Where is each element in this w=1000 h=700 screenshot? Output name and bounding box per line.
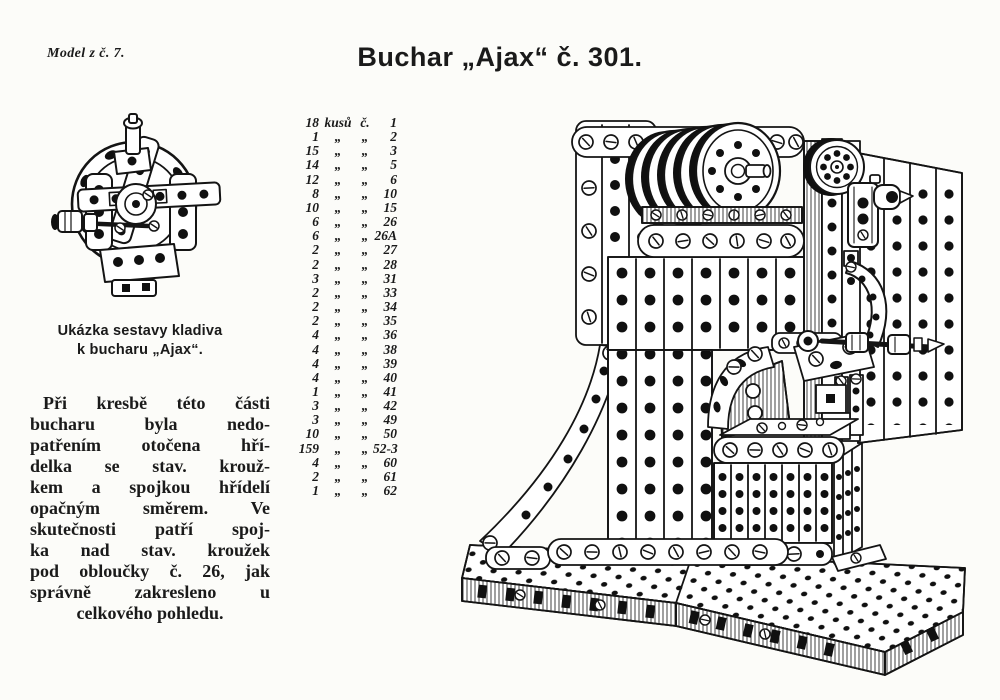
parts-row xyxy=(287,173,397,187)
parts-no-label: „ xyxy=(361,299,369,315)
parts-row xyxy=(287,272,397,286)
parts-row xyxy=(287,229,397,243)
parts-no-label: „ xyxy=(361,214,369,230)
parts-qty: 10 xyxy=(305,426,319,442)
parts-no-label: „ xyxy=(361,355,369,371)
errata-paragraph xyxy=(30,393,270,624)
parts-row xyxy=(287,427,397,441)
power-hammer-drawing xyxy=(450,95,980,695)
parts-no-label: „ xyxy=(361,327,369,343)
parts-qty: 12 xyxy=(305,171,319,187)
parts-part-number: 38 xyxy=(383,341,397,357)
parts-no-label: „ xyxy=(361,256,369,272)
parts-row xyxy=(287,470,397,484)
parts-row xyxy=(287,413,397,427)
parts-unit: „ xyxy=(334,270,342,286)
parts-part-number: 26 xyxy=(383,214,397,230)
parts-part-number: 42 xyxy=(383,398,397,414)
main-illustration xyxy=(450,95,980,695)
parts-qty: 8 xyxy=(312,185,319,201)
parts-qty: 2 xyxy=(312,299,319,315)
paragraph-line: celkového pohledu. xyxy=(76,603,224,623)
parts-part-number: 3 xyxy=(390,143,397,159)
parts-unit: „ xyxy=(334,171,342,187)
paragraph-line: opačným směrem. Ve xyxy=(30,498,270,518)
parts-qty: 2 xyxy=(312,284,319,300)
parts-no-label: „ xyxy=(361,468,369,484)
parts-row xyxy=(287,357,397,371)
parts-part-number: 52-3 xyxy=(373,440,398,456)
parts-part-number: 15 xyxy=(383,199,397,215)
parts-part-number: 34 xyxy=(383,299,397,315)
paragraph-line: ka nad stav. kroužek xyxy=(30,540,270,560)
parts-part-number: 10 xyxy=(383,185,397,201)
paragraph-line: bucharu byla nedo- xyxy=(30,414,270,434)
parts-qty: 3 xyxy=(312,270,319,286)
parts-qty: 4 xyxy=(312,327,319,343)
parts-row xyxy=(287,215,397,229)
parts-part-number: 2 xyxy=(390,129,397,145)
parts-part-number: 50 xyxy=(383,426,397,442)
parts-unit: „ xyxy=(334,228,342,244)
parts-row xyxy=(287,158,397,172)
parts-unit: „ xyxy=(334,327,342,343)
base-bracket xyxy=(100,244,179,296)
parts-row xyxy=(287,286,397,300)
parts-unit: „ xyxy=(334,242,342,258)
parts-no-label: „ xyxy=(361,313,369,329)
parts-qty: 1 xyxy=(312,383,319,399)
parts-part-number: 49 xyxy=(383,412,397,428)
parts-unit: „ xyxy=(334,440,342,456)
parts-qty: 2 xyxy=(312,256,319,272)
parts-qty: 2 xyxy=(312,313,319,329)
parts-no-label: „ xyxy=(361,242,369,258)
paragraph-line: kem a spojkou hřídelí xyxy=(30,477,270,497)
parts-unit: „ xyxy=(334,412,342,428)
parts-no-label: „ xyxy=(361,171,369,187)
parts-part-number: 60 xyxy=(383,454,397,470)
parts-row xyxy=(287,201,397,215)
support-curve xyxy=(480,344,622,555)
parts-list xyxy=(287,116,397,498)
parts-part-number: 35 xyxy=(383,313,397,329)
parts-no-label: „ xyxy=(361,426,369,442)
parts-part-number: 40 xyxy=(383,369,397,385)
parts-unit: „ xyxy=(334,383,342,399)
parts-row xyxy=(287,328,397,342)
parts-no-label: „ xyxy=(361,228,369,244)
parts-row xyxy=(287,456,397,470)
caption-line: k bucharu „Ajax“. xyxy=(77,342,203,358)
parts-part-number: 5 xyxy=(390,157,397,173)
parts-no-label: „ xyxy=(361,412,369,428)
parts-no-label: č. xyxy=(360,115,370,130)
parts-row xyxy=(287,116,397,130)
parts-no-label: „ xyxy=(361,483,369,499)
parts-part-number: 27 xyxy=(383,242,397,258)
parts-row xyxy=(287,300,397,314)
parts-row xyxy=(287,343,397,357)
parts-row xyxy=(287,314,397,328)
parts-unit: „ xyxy=(334,355,342,371)
parts-part-number: 36 xyxy=(383,327,397,343)
parts-qty: 159 xyxy=(298,440,319,456)
parts-row xyxy=(287,187,397,201)
parts-unit: „ xyxy=(334,129,342,145)
caption-line: Ukázka sestavy kladiva xyxy=(57,323,223,339)
parts-no-label: „ xyxy=(361,341,369,357)
parts-unit: „ xyxy=(334,313,342,329)
parts-row xyxy=(287,399,397,413)
parts-row xyxy=(287,442,397,456)
parts-unit: „ xyxy=(334,483,342,499)
mid-girder xyxy=(638,225,804,257)
parts-qty: 1 xyxy=(312,483,319,499)
parts-unit: „ xyxy=(334,256,342,272)
parts-part-number: 6 xyxy=(390,171,397,187)
parts-qty: 18 xyxy=(305,115,319,130)
parts-row xyxy=(287,144,397,158)
parts-unit: kusů xyxy=(324,115,352,130)
parts-unit: „ xyxy=(334,157,342,173)
parts-no-label: „ xyxy=(361,129,369,145)
parts-qty: 15 xyxy=(305,143,319,159)
parts-unit: „ xyxy=(334,143,342,159)
parts-qty: 4 xyxy=(312,355,319,371)
parts-part-number: 62 xyxy=(383,483,397,499)
parts-no-label: „ xyxy=(361,383,369,399)
page-title: Buchar „Ajax“ č. 301. xyxy=(357,42,643,72)
parts-unit: „ xyxy=(334,284,342,300)
parts-qty: 6 xyxy=(312,214,319,230)
parts-qty: 2 xyxy=(312,242,319,258)
parts-no-label: „ xyxy=(361,284,369,300)
parts-part-number: 33 xyxy=(383,284,397,300)
parts-no-label: „ xyxy=(361,398,369,414)
model-note: Model z č. 7. xyxy=(47,46,125,61)
parts-unit: „ xyxy=(334,468,342,484)
parts-no-label: „ xyxy=(361,270,369,286)
parts-qty: 3 xyxy=(312,412,319,428)
parts-unit: „ xyxy=(334,214,342,230)
parts-no-label: „ xyxy=(361,185,369,201)
parts-unit: „ xyxy=(334,199,342,215)
parts-part-number: 61 xyxy=(383,468,397,484)
paragraph-line: pod obloučky č. 26, jak xyxy=(30,561,270,581)
parts-part-number: 26A xyxy=(374,228,397,244)
parts-no-label: „ xyxy=(361,143,369,159)
parts-qty: 6 xyxy=(312,228,319,244)
parts-unit: „ xyxy=(334,341,342,357)
hub xyxy=(116,184,156,224)
paragraph-line: patřením otočena hří- xyxy=(30,435,270,455)
parts-row xyxy=(287,243,397,257)
parts-unit: „ xyxy=(334,398,342,414)
parts-part-number: 1 xyxy=(390,115,397,130)
parts-part-number: 41 xyxy=(383,383,397,399)
rack-strip xyxy=(642,207,802,223)
parts-row xyxy=(287,484,397,498)
paragraph-line: skutečnosti patří spoj- xyxy=(30,519,270,539)
parts-unit: „ xyxy=(334,426,342,442)
parts-no-label: „ xyxy=(361,157,369,173)
parts-unit: „ xyxy=(334,369,342,385)
parts-part-number: 39 xyxy=(383,355,397,371)
parts-no-label: „ xyxy=(361,454,369,470)
parts-unit: „ xyxy=(334,299,342,315)
paragraph-line: delka se stav. krouž- xyxy=(30,456,270,476)
parts-row xyxy=(287,130,397,144)
parts-qty: 14 xyxy=(305,157,319,173)
paragraph-line: Při kresbě této části xyxy=(43,393,270,413)
parts-part-number: 28 xyxy=(383,256,397,272)
parts-no-label: „ xyxy=(361,199,369,215)
parts-no-label: „ xyxy=(361,369,369,385)
parts-qty: 4 xyxy=(312,454,319,470)
parts-qty: 1 xyxy=(312,129,319,145)
parts-row xyxy=(287,258,397,272)
parts-qty: 4 xyxy=(312,369,319,385)
parts-qty: 10 xyxy=(305,199,319,215)
paragraph-line: správně zakresleno u xyxy=(30,582,270,602)
parts-part-number: 31 xyxy=(383,270,397,286)
parts-unit: „ xyxy=(334,454,342,470)
parts-unit: „ xyxy=(334,185,342,201)
parts-no-label: „ xyxy=(361,440,369,456)
parts-row xyxy=(287,385,397,399)
parts-qty: 3 xyxy=(312,398,319,414)
parts-row xyxy=(287,371,397,385)
parts-qty: 4 xyxy=(312,341,319,357)
hammer-detail-illustration xyxy=(50,110,245,305)
hammer-detail-drawing xyxy=(50,110,245,305)
illustration-caption xyxy=(24,322,256,360)
parts-qty: 2 xyxy=(312,468,319,484)
